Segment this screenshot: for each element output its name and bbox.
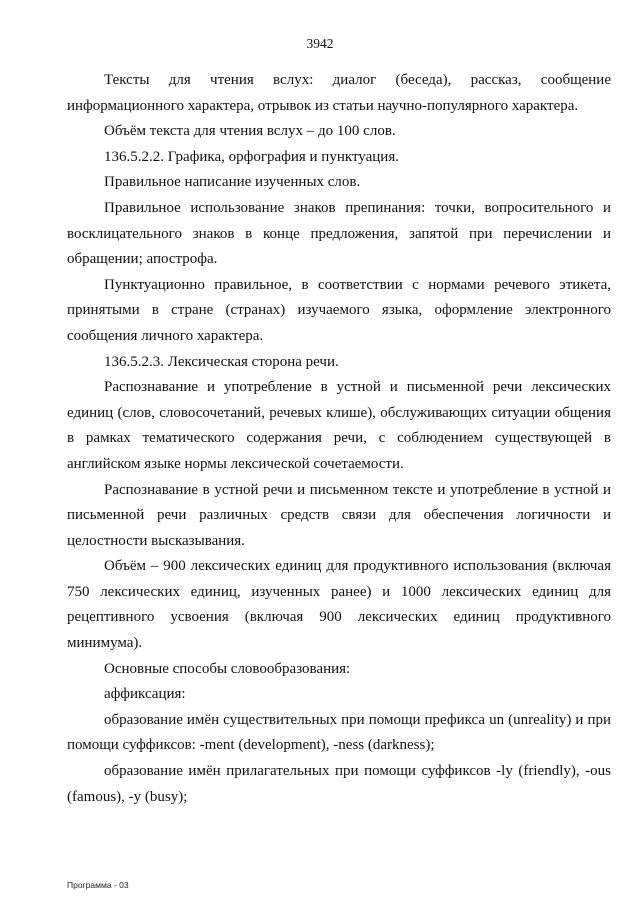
footer-program-label: Программа - 03: [67, 880, 129, 890]
paragraph-noun-formation: образование имён существительных при помощи префикса un (unreality) и при помощи суффиксов: -ment (development), -ness (darkness);: [67, 711, 611, 754]
paragraph-correct-spelling: Правильное написание изученных слов.: [104, 174, 361, 191]
paragraph-lexical-volume: Объём – 900 лексических единиц для продуктивного использования (включая 750 лексических единиц, изученных ранее) и 1000 лексических единиц для рецептивного усвоения (включая 900 лексических единиц продуктивного минимума).: [67, 558, 611, 652]
section-heading-lexical-side: 136.5.2.3. Лексическая сторона речи.: [104, 353, 339, 370]
paragraph-means-of-connection: Распознавание в устной речи и письменном тексте и употребление в устной и письменной речи различных средств связи для обеспечения логичности и целостности высказывания.: [67, 481, 611, 549]
paragraph-adjective-formation: образование имён прилагательных при помощи суффиксов -ly (friendly), -ous (famous), -y (busy);: [67, 763, 611, 805]
paragraph-word-formation-methods: Основные способы словообразования:: [104, 660, 351, 677]
paragraph-punctuation-marks: Правильное использование знаков препинания: точки, вопросительного и восклицательного знаков в конце предложения, запятой при перечислении и обращении; апострофа.: [67, 199, 611, 268]
paragraph-texts-for-reading: Тексты для чтения вслух: диалог (беседа), рассказ, сообщение информационного характера, отрывок из статьи научно-популярного характера.: [67, 72, 611, 114]
section-heading-graphics-orthography: 136.5.2.2. Графика, орфография и пунктуация.: [104, 148, 399, 165]
paragraph-affixation: аффиксация:: [104, 686, 186, 703]
paragraph-electronic-message: Пунктуационно правильное, в соответствии с нормами речевого этикета, принятыми в стране (странах) изучаемого языка, оформление электронного сообщения личного характера.: [67, 276, 611, 344]
page-number: 3942: [306, 36, 334, 51]
paragraph-reading-volume: Объём текста для чтения вслух – до 100 слов.: [104, 123, 396, 140]
paragraph-lexical-units: Распознавание и употребление в устной и письменной речи лексических единиц (слов, словосочетаний, речевых клише), обслуживающих ситуации общения в рамках тематического содержания речи, с соблюдением существующей в английском языке нормы лексической сочетаемости.: [67, 379, 611, 472]
page-body: [67, 68, 611, 810]
